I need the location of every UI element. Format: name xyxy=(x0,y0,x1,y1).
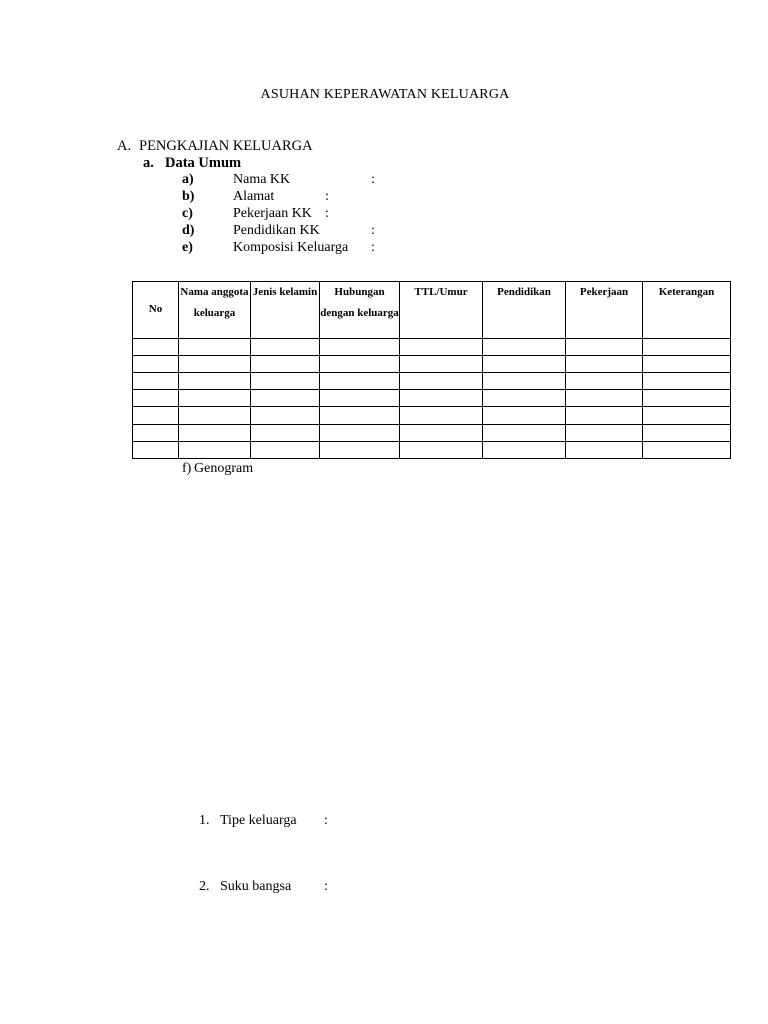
table-cell xyxy=(320,373,400,390)
table-cell xyxy=(133,355,179,372)
table-body xyxy=(133,338,731,458)
table-cell xyxy=(320,424,400,441)
section-a-label: PENGKAJIAN KELUARGA xyxy=(139,138,313,154)
subsection-a-heading xyxy=(143,155,241,172)
table-row xyxy=(133,373,731,390)
table-cell xyxy=(643,338,731,355)
field-label: Nama KK xyxy=(233,172,291,187)
table-row xyxy=(133,441,731,458)
table-cell xyxy=(133,338,179,355)
table-cell xyxy=(643,373,731,390)
field-colon: : xyxy=(325,189,329,204)
table-cell xyxy=(320,338,400,355)
field-marker: d) xyxy=(182,223,195,238)
table-cell xyxy=(179,355,251,372)
table-cell xyxy=(643,424,731,441)
list-label: Suku bangsa xyxy=(220,879,292,894)
list-colon: : xyxy=(324,879,328,894)
section-a-number: A. xyxy=(117,138,132,154)
field-label: Komposisi Keluarga xyxy=(233,240,349,255)
field-marker: b) xyxy=(182,189,195,204)
table-cell xyxy=(483,390,566,407)
table-cell xyxy=(179,338,251,355)
table-cell xyxy=(400,407,483,424)
field-label: Pendidikan KK xyxy=(233,223,320,238)
header-pendidikan: Pendidikan xyxy=(483,282,566,339)
field-marker: e) xyxy=(182,240,193,255)
table-cell xyxy=(133,424,179,441)
header-no: No xyxy=(133,282,179,339)
section-a-heading xyxy=(117,138,313,155)
genogram-heading xyxy=(182,461,253,477)
field-colon: : xyxy=(325,206,329,221)
list-colon: : xyxy=(324,813,328,828)
table-row xyxy=(133,355,731,372)
field-marker: a) xyxy=(182,172,194,187)
table-cell xyxy=(133,390,179,407)
table-cell xyxy=(400,338,483,355)
genogram-label: Genogram xyxy=(194,461,254,476)
table-cell xyxy=(320,355,400,372)
page-title: ASUHAN KEPERAWATAN KELUARGA xyxy=(260,87,510,102)
table-cell xyxy=(643,441,731,458)
header-jenis-kelamin: Jenis kelamin xyxy=(251,282,320,339)
table-cell xyxy=(566,424,643,441)
table-cell xyxy=(400,390,483,407)
header-hubungan-dengan-keluarga: Hubungan dengan keluarga xyxy=(320,282,400,339)
table-header-row xyxy=(133,282,731,339)
table-row xyxy=(133,424,731,441)
table-cell xyxy=(251,441,320,458)
table-cell xyxy=(643,390,731,407)
field-label: Alamat xyxy=(233,189,275,204)
field-label: Pekerjaan KK xyxy=(233,206,312,221)
table-cell xyxy=(400,373,483,390)
table-cell xyxy=(400,355,483,372)
table-cell xyxy=(483,338,566,355)
field-colon: : xyxy=(371,223,375,238)
table-cell xyxy=(643,407,731,424)
subsection-a-number: a. xyxy=(143,155,154,171)
table-cell xyxy=(643,355,731,372)
table-row xyxy=(133,338,731,355)
table-cell xyxy=(566,338,643,355)
table-cell xyxy=(133,373,179,390)
table-cell xyxy=(133,407,179,424)
table-cell xyxy=(179,407,251,424)
subsection-a-label: Data Umum xyxy=(165,155,242,171)
table-cell xyxy=(320,390,400,407)
header-pekerjaan: Pekerjaan xyxy=(566,282,643,339)
header-keterangan: Keterangan xyxy=(643,282,731,339)
list-number: 1. xyxy=(199,813,210,828)
table-cell xyxy=(251,407,320,424)
field-marker: c) xyxy=(182,206,193,221)
table-cell xyxy=(566,373,643,390)
table-cell xyxy=(133,441,179,458)
header-ttl-umur: TTL/Umur xyxy=(400,282,483,339)
table-cell xyxy=(566,441,643,458)
table-cell xyxy=(400,424,483,441)
table-cell xyxy=(320,441,400,458)
table-cell xyxy=(483,355,566,372)
table-cell xyxy=(566,355,643,372)
table-cell xyxy=(251,355,320,372)
table-cell xyxy=(179,373,251,390)
field-colon: : xyxy=(371,240,375,255)
table-cell xyxy=(566,407,643,424)
header-nama-anggota-keluarga: Nama anggota keluarga xyxy=(179,282,251,339)
table-cell xyxy=(483,407,566,424)
table-cell xyxy=(400,441,483,458)
table-cell xyxy=(179,390,251,407)
table-cell xyxy=(251,373,320,390)
table-cell xyxy=(566,390,643,407)
field-colon: : xyxy=(371,172,375,187)
family-composition-table xyxy=(132,281,731,459)
table-cell xyxy=(179,441,251,458)
table-cell xyxy=(483,424,566,441)
table-cell xyxy=(251,390,320,407)
genogram-marker: f) xyxy=(182,461,192,476)
table-cell xyxy=(483,373,566,390)
list-number: 2. xyxy=(199,879,210,894)
list-label: Tipe keluarga xyxy=(220,813,297,828)
table-cell xyxy=(251,424,320,441)
table-row xyxy=(133,407,731,424)
table-cell xyxy=(179,424,251,441)
table-row xyxy=(133,390,731,407)
table-cell xyxy=(251,338,320,355)
table-cell xyxy=(320,407,400,424)
table-cell xyxy=(483,441,566,458)
